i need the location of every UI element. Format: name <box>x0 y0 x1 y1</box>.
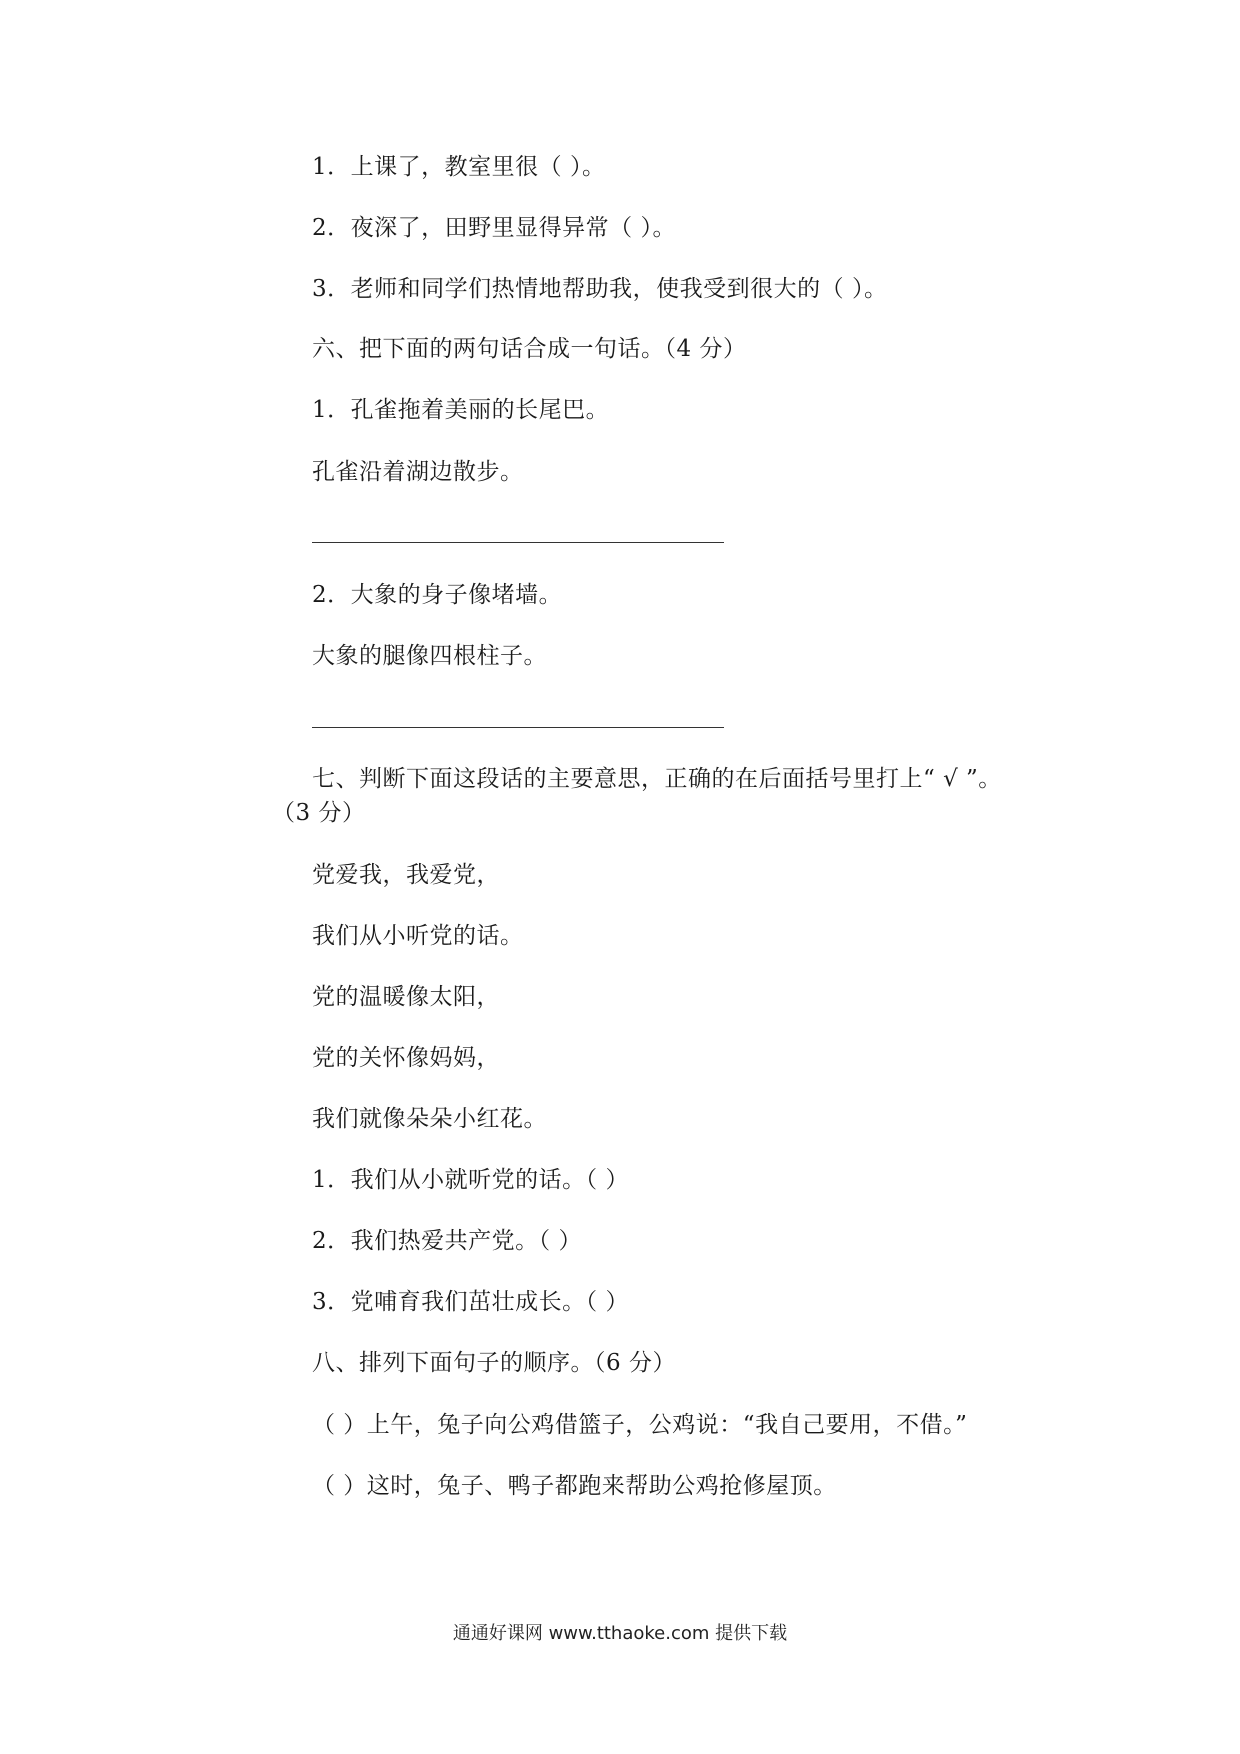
combine-item-1-sentence-b: 孔雀沿着湖边散步。 <box>312 459 524 485</box>
answer-line-1 <box>312 542 724 543</box>
combine-item-1-sentence-a: 1．孔雀拖着美丽的长尾巴。 <box>312 397 610 423</box>
poem-line: 党的关怀像妈妈， <box>312 1045 500 1071</box>
section-7-heading: 七、判断下面这段话的主要意思，正确的在后面括号里打上“ √ ”。 <box>312 766 1002 792</box>
page-footer: 通通好课网 www.tthaoke.com 提供下载 <box>452 1623 788 1644</box>
poem-line: 党爱我，我爱党， <box>312 862 500 888</box>
order-sentence-2: （ ）这时，兔子、鸭子都跑来帮助公鸡抢修屋顶。 <box>312 1473 837 1499</box>
fill-blank-question-3: 3．老师和同学们热情地帮助我，使我受到很大的（ ）。 <box>312 276 888 302</box>
section-7-heading-score: （3 分） <box>272 800 366 826</box>
fill-blank-question-2: 2．夜深了，田野里显得异常（ ）。 <box>312 215 676 241</box>
combine-item-2-sentence-b: 大象的腿像四根柱子。 <box>312 643 547 669</box>
section-8-heading: 八、排列下面句子的顺序。（6 分） <box>312 1350 676 1376</box>
poem-line: 我们就像朵朵小红花。 <box>312 1106 547 1132</box>
order-sentence-1: （ ）上午，兔子向公鸡借篮子，公鸡说：“我自己要用，不借。” <box>312 1412 968 1438</box>
judge-option-2: 2．我们热爱共产党。（ ） <box>312 1228 582 1254</box>
poem-line: 党的温暖像太阳， <box>312 984 500 1010</box>
poem-line: 我们从小听党的话。 <box>312 923 524 949</box>
combine-item-2-sentence-a: 2．大象的身子像堵墙。 <box>312 582 563 608</box>
judge-option-1: 1．我们从小就听党的话。（ ） <box>312 1167 629 1193</box>
section-6-heading: 六、把下面的两句话合成一句话。（4 分） <box>312 336 747 362</box>
answer-line-2 <box>312 727 724 728</box>
judge-option-3: 3．党哺育我们茁壮成长。（ ） <box>312 1289 629 1315</box>
fill-blank-question-1: 1．上课了，教室里很（ ）。 <box>312 154 606 180</box>
